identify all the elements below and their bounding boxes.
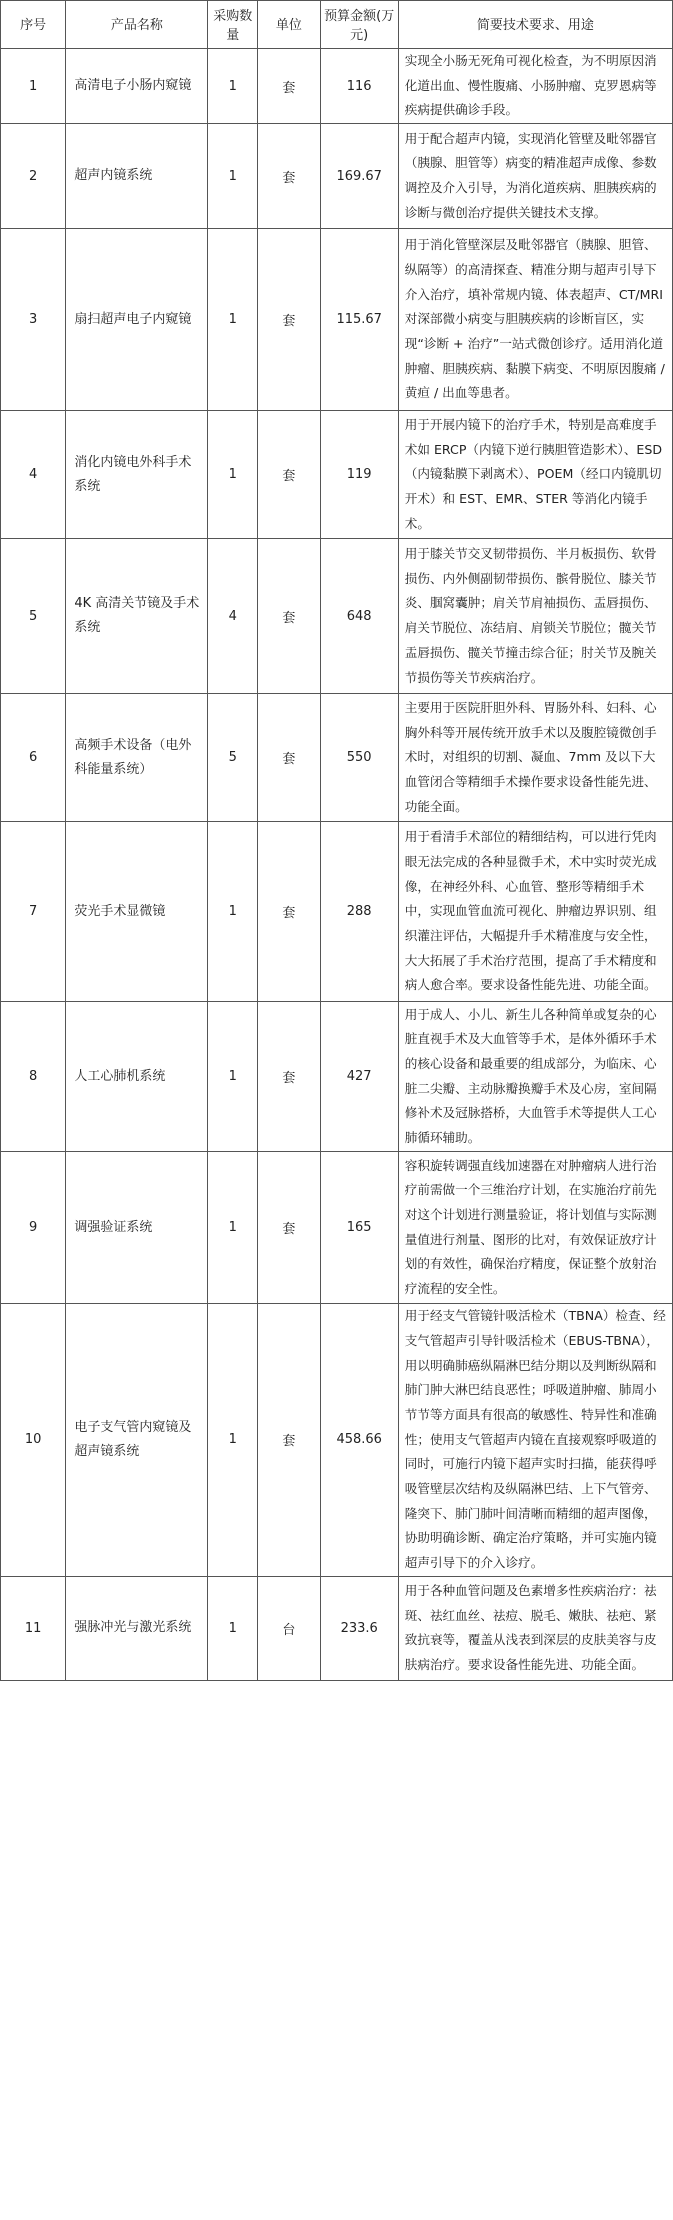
budget-amount: 165 bbox=[320, 1152, 398, 1304]
unit: 套 bbox=[258, 694, 321, 822]
product-name: 电子支气管内窥镜及超声镜系统 bbox=[66, 1304, 208, 1577]
quantity: 1 bbox=[208, 1304, 258, 1577]
quantity: 5 bbox=[208, 694, 258, 822]
row-number: 11 bbox=[1, 1576, 66, 1680]
row-number: 8 bbox=[1, 1002, 66, 1152]
quantity: 1 bbox=[208, 1002, 258, 1152]
row-number: 1 bbox=[1, 49, 66, 124]
unit: 套 bbox=[258, 822, 321, 1002]
row-number: 7 bbox=[1, 822, 66, 1002]
row-number: 4 bbox=[1, 411, 66, 539]
header-row bbox=[1, 1, 673, 49]
budget-amount: 427 bbox=[320, 1002, 398, 1152]
header-name: 产品名称 bbox=[66, 1, 208, 49]
product-name: 扇扫超声电子内窥镜 bbox=[66, 229, 208, 411]
quantity: 1 bbox=[208, 229, 258, 411]
unit: 套 bbox=[258, 411, 321, 539]
product-name: 高清电子小肠内窥镜 bbox=[66, 49, 208, 124]
table-row bbox=[1, 1002, 673, 1152]
unit: 套 bbox=[258, 124, 321, 229]
quantity: 1 bbox=[208, 1576, 258, 1680]
budget-amount: 288 bbox=[320, 822, 398, 1002]
row-number: 5 bbox=[1, 539, 66, 694]
product-name: 强脉冲光与激光系统 bbox=[66, 1576, 208, 1680]
header-unit: 单位 bbox=[258, 1, 321, 49]
product-name: 人工心肺机系统 bbox=[66, 1002, 208, 1152]
quantity: 1 bbox=[208, 822, 258, 1002]
budget-amount: 169.67 bbox=[320, 124, 398, 229]
header-qty: 采购数量 bbox=[208, 1, 258, 49]
row-number: 9 bbox=[1, 1152, 66, 1304]
budget-amount: 648 bbox=[320, 539, 398, 694]
unit: 套 bbox=[258, 1152, 321, 1304]
quantity: 1 bbox=[208, 49, 258, 124]
description: 用于经支气管镜针吸活检术（TBNA）检查、经支气管超声引导针吸活检术（EBUS-TBNA），用以明确肺癌纵隔淋巴结分期以及判断纵隔和肺门肿大淋巴结良恶性；呼吸道肿瘤、肺周小节节等方面具有很高的敏感性、特异性和准确性；使用支气管超声内镜在直接观察呼吸道的同时，可施行内镜下超声实时扫描，能获得呼吸管壁层次结构及纵隔淋巴结、上下气管旁、隆突下、肺门肺叶间清晰而精细的超声图像，协助明确诊断、确定治疗策略，并可实施内镜超声引导下的介入诊疗。 bbox=[398, 1304, 672, 1577]
unit: 套 bbox=[258, 1304, 321, 1577]
product-name: 4K 高清关节镜及手术系统 bbox=[66, 539, 208, 694]
table-row bbox=[1, 1152, 673, 1304]
header-desc: 简要技术要求、用途 bbox=[398, 1, 672, 49]
table-row bbox=[1, 822, 673, 1002]
row-number: 10 bbox=[1, 1304, 66, 1577]
budget-amount: 119 bbox=[320, 411, 398, 539]
description: 主要用于医院肝胆外科、胃肠外科、妇科、心胸外科等开展传统开放手术以及腹腔镜微创手术时，对组织的切割、凝血、7mm 及以下大血管闭合等精细手术操作要求设备性能先进、功能全面。 bbox=[398, 694, 672, 822]
description: 用于成人、小儿、新生儿各种简单或复杂的心脏直视手术及大血管等手术，是体外循环手术的核心设备和最重要的组成部分，为临床、心脏二尖瓣、主动脉瓣换瓣手术及心房，室间隔修补术及冠脉搭桥，大血管手术等提供人工心肺循环辅助。 bbox=[398, 1002, 672, 1152]
budget-amount: 550 bbox=[320, 694, 398, 822]
row-number: 6 bbox=[1, 694, 66, 822]
unit: 套 bbox=[258, 1002, 321, 1152]
unit: 台 bbox=[258, 1576, 321, 1680]
quantity: 1 bbox=[208, 124, 258, 229]
quantity: 4 bbox=[208, 539, 258, 694]
description: 实现全小肠无死角可视化检查，为不明原因消化道出血、慢性腹痛、小肠肿瘤、克罗恩病等疾病提供确诊手段。 bbox=[398, 49, 672, 124]
budget-amount: 458.66 bbox=[320, 1304, 398, 1577]
row-number: 2 bbox=[1, 124, 66, 229]
unit: 套 bbox=[258, 229, 321, 411]
quantity: 1 bbox=[208, 1152, 258, 1304]
quantity: 1 bbox=[208, 411, 258, 539]
row-number: 3 bbox=[1, 229, 66, 411]
table-row bbox=[1, 49, 673, 124]
table-row bbox=[1, 124, 673, 229]
budget-amount: 116 bbox=[320, 49, 398, 124]
description: 用于看清手术部位的精细结构，可以进行凭肉眼无法完成的各种显微手术，术中实时荧光成像，在神经外科、心血管、整形等精细手术中，实现血管血流可视化、肿瘤边界识别、组织灌注评估，大幅提升手术精准度与安全性，大大拓展了手术治疗范围，提高了手术精度和病人愈合率。要求设备性能先进、功能全面。 bbox=[398, 822, 672, 1002]
table-row bbox=[1, 229, 673, 411]
unit: 套 bbox=[258, 49, 321, 124]
product-name: 高频手术设备（电外科能量系统） bbox=[66, 694, 208, 822]
budget-amount: 115.67 bbox=[320, 229, 398, 411]
table-row bbox=[1, 694, 673, 822]
table-row bbox=[1, 539, 673, 694]
product-name: 荧光手术显微镜 bbox=[66, 822, 208, 1002]
header-no: 序号 bbox=[1, 1, 66, 49]
product-name: 消化内镜电外科手术系统 bbox=[66, 411, 208, 539]
header-budget: 预算金额(万元) bbox=[320, 1, 398, 49]
budget-amount: 233.6 bbox=[320, 1576, 398, 1680]
description: 用于消化管壁深层及毗邻器官（胰腺、胆管、纵隔等）的高清探查、精准分期与超声引导下介入治疗，填补常规内镜、体表超声、CT/MRI 对深部微小病变与胆胰疾病的诊断盲区，实现“诊断 + 治疗”一站式微创诊疗。适用消化道肿瘤、胆胰疾病、黏膜下病变、不明原因腹痛 / 黄疸 / 出血等患者。 bbox=[398, 229, 672, 411]
description: 用于开展内镜下的治疗手术，特别是高难度手术如 ERCP（内镜下逆行胰胆管造影术）、ESD（内镜黏膜下剥离术）、POEM（经口内镜肌切开术）和 EST、EMR、STER 等消化内镜手术。 bbox=[398, 411, 672, 539]
product-name: 调强验证系统 bbox=[66, 1152, 208, 1304]
description: 用于各种血管问题及色素增多性疾病治疗：祛斑、祛红血丝、祛痘、脱毛、嫩肤、祛疤、紧致抗衰等，覆盖从浅表到深层的皮肤美容与皮肤病治疗。要求设备性能先进、功能全面。 bbox=[398, 1576, 672, 1680]
table-row bbox=[1, 1304, 673, 1577]
description: 容积旋转调强直线加速器在对肿瘤病人进行治疗前需做一个三维治疗计划，在实施治疗前先对这个计划进行测量验证，将计划值与实际测量值进行剂量、图形的比对，有效保证放疗计划的有效性，确保治疗精度，保证整个放射治疗流程的安全性。 bbox=[398, 1152, 672, 1304]
product-name: 超声内镜系统 bbox=[66, 124, 208, 229]
unit: 套 bbox=[258, 539, 321, 694]
table-row bbox=[1, 411, 673, 539]
description: 用于膝关节交叉韧带损伤、半月板损伤、软骨损伤、内外侧副韧带损伤、髌骨脱位、膝关节炎、腘窝囊肿；肩关节肩袖损伤、盂唇损伤、肩关节脱位、冻结肩、肩锁关节脱位；髋关节盂唇损伤、髋关节撞击综合征；肘关节及腕关节损伤等关节疾病治疗。 bbox=[398, 539, 672, 694]
description: 用于配合超声内镜，实现消化管壁及毗邻器官（胰腺、胆管等）病变的精准超声成像、参数调控及介入引导，为消化道疾病、胆胰疾病的诊断与微创治疗提供关键技术支撑。 bbox=[398, 124, 672, 229]
table-row bbox=[1, 1576, 673, 1680]
